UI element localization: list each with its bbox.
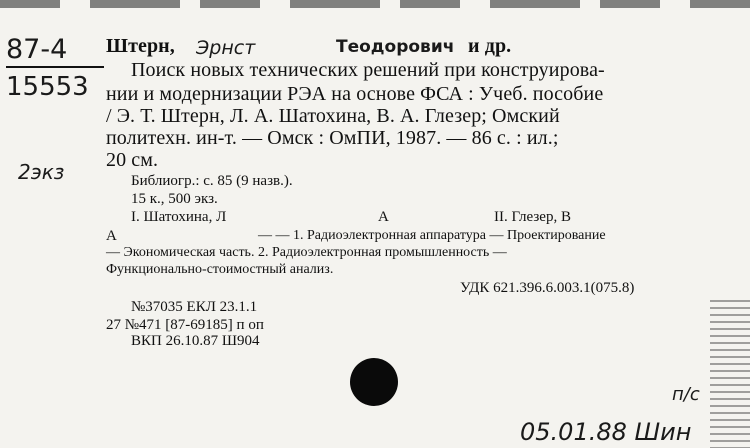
punch-hole — [350, 358, 398, 406]
footer-line-1: №37035 ЕКЛ 23.1.1 — [131, 299, 258, 315]
call-number-divider — [6, 66, 104, 68]
scan-edge-noise — [710, 300, 750, 448]
handwritten-call-number-top: 87-4 — [6, 34, 68, 65]
handwritten-date-note: 05.01.88 Шин — [520, 418, 692, 446]
bibliography-note: Библиогр.: с. 85 (9 назв.). — [131, 173, 293, 189]
handwritten-copies-note: 2экз — [18, 160, 65, 184]
udc-classification: УДК 621.396.6.003.1(075.8) — [460, 280, 635, 296]
author-surname: Штерн, — [106, 35, 175, 57]
handwritten-author-patronymic: Теодорович — [336, 37, 455, 57]
title-line-1: Поиск новых технических решений при конструирова- — [131, 59, 605, 81]
subject-line-2: — Экономическая часть. 2. Радиоэлектронная промышленность — — [106, 245, 507, 260]
added-entry-1: I. Шатохина, Л — [131, 209, 227, 225]
handwritten-corner-mark: п/с — [672, 384, 700, 405]
title-line-3: / Э. Т. Штерн, Л. А. Шатохина, В. А. Глезер; Омский — [106, 105, 560, 127]
title-line-5: 20 см. — [106, 149, 159, 171]
added-entry-2: II. Глезер, В — [494, 209, 571, 225]
et-al: и др. — [468, 35, 512, 57]
subject-line-3: Функционально-стоимостный анализ. — [106, 262, 334, 277]
added-entry-1-initial: А — [378, 209, 389, 225]
added-entry-2-initial: А — [106, 228, 117, 244]
title-line-4: политехн. ин-т. — Омск : ОмПИ, 1987. — 86 с. : ил.; — [106, 127, 559, 149]
footer-line-3: ВКП 26.10.87 Ш904 — [131, 333, 260, 349]
title-line-2: нии и модернизации РЭА на основе ФСА : Учеб. пособие — [106, 83, 604, 105]
torn-top-edge — [0, 0, 750, 8]
handwritten-call-number-bottom: 15553 — [6, 72, 89, 102]
handwritten-author-first-name: Эрнст — [196, 37, 256, 59]
subject-line-1: — — 1. Радиоэлектронная аппаратура — Проектирование — [258, 228, 606, 243]
footer-line-2: 27 №471 [87-69185] п оп — [106, 317, 264, 333]
price-note: 15 к., 500 экз. — [131, 191, 218, 207]
